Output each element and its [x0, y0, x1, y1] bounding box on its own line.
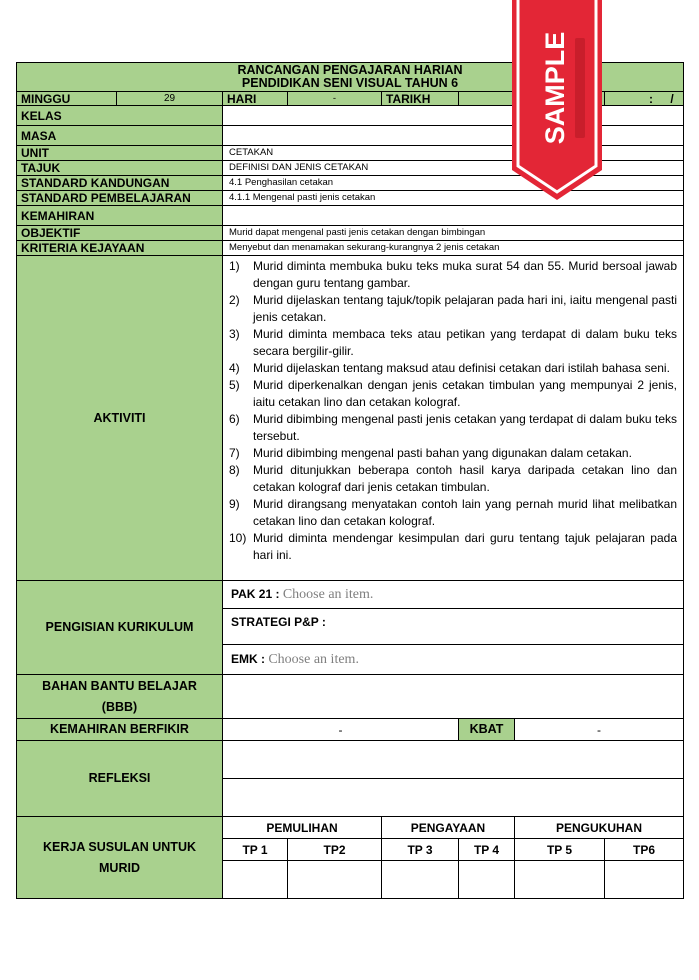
aktiviti-item-number: 6) — [229, 412, 240, 426]
kerja-susulan-line2: MURID — [99, 860, 140, 875]
emk-row — [223, 645, 684, 675]
refleksi-line-1 — [223, 741, 684, 779]
kbat-label: KBAT — [459, 719, 515, 741]
tp5-header: TP 5 — [515, 839, 605, 861]
aktiviti-item-number: 5) — [229, 378, 240, 392]
aktiviti-item-text: Murid dijelaskan tentang tajuk/topik pelajaran pada hari ini, iaitu mengenal pasti jenis cetakan. — [253, 293, 678, 324]
bbb-label — [17, 675, 223, 719]
kelas-label: KELAS — [17, 106, 223, 126]
ribbon-stripe — [575, 38, 585, 138]
aktiviti-item — [229, 462, 677, 496]
kemahiran-value — [223, 206, 684, 226]
kemahiran-berfikir-value: - — [223, 719, 459, 741]
tajuk-value: DEFINISI DAN JENIS CETAKAN — [223, 161, 684, 176]
standard-pembelajaran-value: 4.1.1 Mengenal pasti jenis cetakan — [223, 191, 684, 206]
aktiviti-item-text: Murid ditunjukkan beberapa contoh hasil karya daripada cetakan lino dan cetakan kolograf dari jenis cetakan timbulan. — [253, 463, 678, 494]
masa-header — [605, 92, 684, 106]
kriteria-kejayaan-value: Menyebut dan menamakan sekurang-kurangnya 2 jenis cetakan — [223, 241, 684, 256]
kelas-value — [223, 106, 684, 126]
pengayaan-header: PENGAYAAN — [382, 817, 515, 839]
bbb-label-line2: (BBB) — [101, 699, 138, 714]
aktiviti-item-text: Murid diminta membuka buku teks muka surat 54 dan 55. Murid bersoal jawab dengan guru tentang gambar. — [253, 259, 678, 290]
tp6-cell — [605, 861, 684, 899]
masa-header-value: / — [670, 91, 674, 106]
bbb-label-line1: BAHAN BANTU BELAJAR — [42, 678, 197, 693]
sample-ribbon-watermark — [512, 0, 602, 200]
aktiviti-item-number: 1) — [229, 259, 240, 273]
tp2-cell — [288, 861, 382, 899]
tajuk-label: TAJUK — [17, 161, 223, 176]
pemulihan-header: PEMULIHAN — [223, 817, 382, 839]
kbat-value: - — [515, 719, 684, 741]
title-line-2: PENDIDIKAN SENI VISUAL TAHUN 6 — [241, 76, 459, 90]
aktiviti-item — [229, 326, 677, 360]
unit-value: CETAKAN — [223, 146, 684, 161]
standard-pembelajaran-label: STANDARD PEMBELAJARAN — [17, 191, 223, 206]
aktiviti-item — [229, 377, 677, 411]
kerja-susulan-label — [17, 817, 223, 899]
pak21-select[interactable]: Choose an item. — [282, 586, 374, 602]
tarikh-label: TARIKH — [382, 92, 459, 106]
unit-label: UNIT — [17, 146, 223, 161]
aktiviti-item-text: Murid diperkenalkan dengan jenis cetakan timbulan yang mempunyai 2 jenis, iaitu cetakan lino dan cetakan kolograf. — [253, 378, 678, 409]
hari-value: - — [288, 92, 382, 106]
pengisian-kurikulum-label: PENGISIAN KURIKULUM — [17, 581, 223, 675]
aktiviti-item — [229, 360, 677, 377]
aktiviti-label: AKTIVITI — [17, 256, 223, 581]
aktiviti-item — [229, 411, 677, 445]
aktiviti-item-text: Murid diminta mendengar kesimpulan dari guru tentang tajuk pelajaran pada hari ini. — [253, 531, 678, 562]
minggu-value: 29 — [117, 92, 223, 106]
tp1-cell — [223, 861, 288, 899]
aktiviti-item-number: 7) — [229, 446, 240, 460]
aktiviti-item-number: 2) — [229, 293, 240, 307]
aktiviti-item-number: 10) — [229, 531, 247, 545]
pak21-row — [223, 581, 684, 609]
masa-value — [223, 126, 684, 146]
masa-label: MASA — [17, 126, 223, 146]
tp2-header: TP2 — [288, 839, 382, 861]
strategi-label: STRATEGI P&P : — [231, 615, 326, 629]
title-line-1: RANCANGAN PENGAJARAN HARIAN — [237, 63, 463, 77]
kriteria-kejayaan-label: KRITERIA KEJAYAAN — [17, 241, 223, 256]
aktiviti-item-number: 9) — [229, 497, 240, 511]
aktiviti-item-number: 3) — [229, 327, 240, 341]
hari-label: HARI — [223, 92, 288, 106]
aktiviti-list — [223, 256, 683, 566]
refleksi-line-2 — [223, 779, 684, 817]
pengukuhan-header: PENGUKUHAN — [515, 817, 684, 839]
kemahiran-berfikir-label: KEMAHIRAN BERFIKIR — [17, 719, 223, 741]
tp6-header: TP6 — [605, 839, 684, 861]
emk-select[interactable]: Choose an item. — [268, 651, 359, 667]
aktiviti-item-text: Murid dijelaskan tentang maksud atau definisi cetakan dari istilah bahasa seni. — [253, 361, 670, 375]
bbb-value — [223, 675, 684, 719]
aktiviti-item-text: Murid dirangsang menyatakan contoh lain yang pernah murid lihat melibatkan cetakan lino dan cetakan kolograf. — [253, 497, 678, 528]
emk-label: EMK : — [231, 651, 265, 666]
aktiviti-item — [229, 530, 677, 564]
kerja-susulan-line1: KERJA SUSULAN UNTUK — [42, 839, 196, 854]
aktiviti-item — [229, 292, 677, 326]
tp4-header: TP 4 — [459, 839, 515, 861]
aktiviti-item-number: 8) — [229, 463, 240, 477]
objektif-value: Murid dapat mengenal pasti jenis cetakan dengan bimbingan — [223, 226, 684, 241]
masa-header-colon: : — [649, 91, 653, 106]
pak21-label: PAK 21 : — [231, 586, 280, 601]
standard-kandungan-value: 4.1 Penghasilan cetakan — [223, 176, 684, 191]
kemahiran-label: KEMAHIRAN — [17, 206, 223, 226]
minggu-label: MINGGU — [17, 92, 117, 106]
aktiviti-item-text: Murid dibimbing mengenal pasti bahan yang digunakan dalam cetakan. — [253, 446, 632, 460]
sample-text: SAMPLE — [540, 31, 570, 145]
strategi-row — [223, 609, 684, 645]
aktiviti-item-text: Murid diminta membaca teks atau petikan yang terdapat di dalam buku teks secara bergilir-gilir. — [253, 327, 678, 358]
aktiviti-item — [229, 258, 677, 292]
aktiviti-item — [229, 496, 677, 530]
objektif-label: OBJEKTIF — [17, 226, 223, 241]
tp3-cell — [382, 861, 459, 899]
tp3-header: TP 3 — [382, 839, 459, 861]
tp5-cell — [515, 861, 605, 899]
standard-kandungan-label: STANDARD KANDUNGAN — [17, 176, 223, 191]
aktiviti-item-number: 4) — [229, 361, 240, 375]
aktiviti-item-text: Murid dibimbing mengenal pasti jenis cetakan yang terdapat di dalam buku teks tersebut. — [253, 412, 678, 443]
tp1-header: TP 1 — [223, 839, 288, 861]
aktiviti-item — [229, 445, 677, 462]
tp4-cell — [459, 861, 515, 899]
refleksi-label: REFLEKSI — [17, 741, 223, 817]
aktiviti-content — [223, 256, 684, 581]
